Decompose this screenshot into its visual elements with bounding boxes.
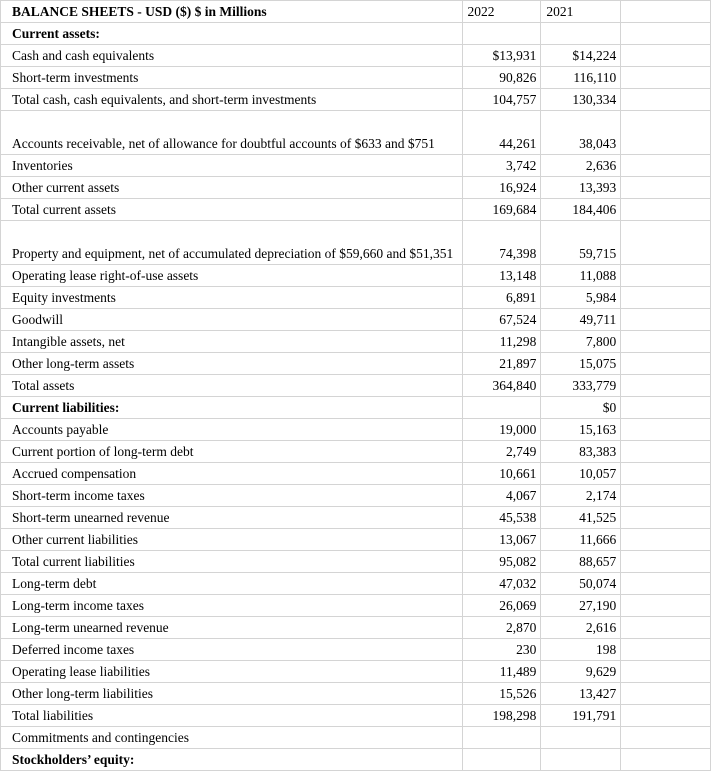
table-row [1,89,711,111]
empty-cell[interactable] [621,683,711,705]
empty-cell[interactable] [621,265,711,287]
value-2021[interactable]: 59,715 [541,221,621,265]
row-label[interactable]: Other long-term assets [1,353,463,375]
table-row [1,617,711,639]
value-2021[interactable] [541,749,621,771]
table-row [1,419,711,441]
value-2021[interactable]: 11,088 [541,265,621,287]
table-row [1,111,711,155]
empty-cell[interactable] [621,111,711,155]
row-label[interactable]: Current assets: [1,23,463,45]
value-2021[interactable]: 11,666 [541,529,621,551]
table-row [1,353,711,375]
row-label[interactable]: Inventories [1,155,463,177]
row-label[interactable]: Short-term investments [1,67,463,89]
value-2022[interactable]: 47,032 [462,573,541,595]
row-label[interactable]: Other current liabilities [1,529,463,551]
table-row [1,727,711,749]
empty-cell[interactable] [621,419,711,441]
table-row [1,683,711,705]
empty-cell[interactable] [621,595,711,617]
table-row [1,265,711,287]
row-label[interactable]: Long-term unearned revenue [1,617,463,639]
value-2021[interactable]: 13,393 [541,177,621,199]
value-2021[interactable]: 38,043 [541,111,621,155]
value-2022[interactable] [462,727,541,749]
value-2021[interactable]: 2,616 [541,617,621,639]
table-row [1,23,711,45]
table-row [1,67,711,89]
value-2021[interactable]: 2,174 [541,485,621,507]
row-label[interactable]: Cash and cash equivalents [1,45,463,67]
value-2021[interactable]: 7,800 [541,331,621,353]
table-row [1,485,711,507]
empty-cell[interactable] [621,177,711,199]
value-2021[interactable]: 333,779 [541,375,621,397]
value-2021[interactable]: 184,406 [541,199,621,221]
value-2021[interactable]: 5,984 [541,287,621,309]
empty-cell[interactable] [621,463,711,485]
table-row [1,199,711,221]
row-label[interactable]: Long-term income taxes [1,595,463,617]
table-row [1,375,711,397]
row-label[interactable]: Equity investments [1,287,463,309]
value-2021[interactable]: 49,711 [541,309,621,331]
value-2021[interactable] [541,727,621,749]
column-header-2022[interactable]: 2022 [462,1,541,23]
table-row [1,441,711,463]
empty-cell[interactable] [621,705,711,727]
row-label[interactable]: Other long-term liabilities [1,683,463,705]
value-2022[interactable]: 19,000 [462,419,541,441]
value-2022[interactable]: 198,298 [462,705,541,727]
table-row [1,661,711,683]
table-row [1,639,711,661]
value-2022[interactable]: 15,526 [462,683,541,705]
value-2021[interactable] [541,23,621,45]
empty-cell[interactable] [621,529,711,551]
empty-cell[interactable] [621,67,711,89]
table-row [1,221,711,265]
value-2022[interactable]: 21,897 [462,353,541,375]
value-2021[interactable]: 9,629 [541,661,621,683]
value-2021[interactable]: 50,074 [541,573,621,595]
empty-cell[interactable] [621,353,711,375]
table-row [1,309,711,331]
row-label[interactable]: Total cash, cash equivalents, and short-term investments [1,89,463,111]
value-2022[interactable]: 11,489 [462,661,541,683]
empty-cell[interactable] [621,287,711,309]
row-label[interactable]: Current liabilities: [1,397,463,419]
table-row [1,573,711,595]
value-2021[interactable]: 15,075 [541,353,621,375]
table-row [1,45,711,67]
value-2021[interactable]: 15,163 [541,419,621,441]
value-2022[interactable]: 364,840 [462,375,541,397]
value-2022[interactable]: 169,684 [462,199,541,221]
empty-cell[interactable] [621,155,711,177]
row-label[interactable]: Operating lease liabilities [1,661,463,683]
row-label[interactable]: Accounts receivable, net of allowance for doubtful accounts of $633 and $751 [1,111,463,155]
value-2022[interactable]: 67,524 [462,309,541,331]
value-2021[interactable]: $0 [541,397,621,419]
empty-cell[interactable] [621,485,711,507]
value-2022[interactable]: 95,082 [462,551,541,573]
value-2022[interactable]: 44,261 [462,111,541,155]
empty-cell[interactable] [621,221,711,265]
row-label[interactable]: Current portion of long-term debt [1,441,463,463]
empty-cell[interactable] [621,89,711,111]
empty-cell[interactable] [621,661,711,683]
value-2021[interactable]: 13,427 [541,683,621,705]
value-2022[interactable]: 11,298 [462,331,541,353]
row-label[interactable]: Total liabilities [1,705,463,727]
empty-cell[interactable] [621,727,711,749]
row-label[interactable]: Accounts payable [1,419,463,441]
table-row [1,595,711,617]
empty-cell[interactable] [621,639,711,661]
empty-cell[interactable] [621,397,711,419]
empty-cell[interactable] [621,375,711,397]
value-2022[interactable]: 74,398 [462,221,541,265]
empty-cell[interactable] [621,1,711,23]
value-2022[interactable]: 10,661 [462,463,541,485]
value-2022[interactable]: 16,924 [462,177,541,199]
value-2022[interactable] [462,749,541,771]
table-row [1,177,711,199]
row-label[interactable]: Short-term income taxes [1,485,463,507]
table-row [1,397,711,419]
value-2022[interactable]: 13,067 [462,529,541,551]
value-2022[interactable]: 230 [462,639,541,661]
row-label[interactable]: Long-term debt [1,573,463,595]
empty-cell[interactable] [621,199,711,221]
sheet-title[interactable]: BALANCE SHEETS - USD ($) $ in Millions [1,1,463,23]
value-2021[interactable]: 116,110 [541,67,621,89]
value-2022[interactable] [462,397,541,419]
value-2022[interactable]: 6,891 [462,287,541,309]
empty-cell[interactable] [621,551,711,573]
value-2022[interactable]: 2,749 [462,441,541,463]
table-row [1,529,711,551]
value-2021[interactable]: 88,657 [541,551,621,573]
value-2022[interactable]: 13,148 [462,265,541,287]
value-2022[interactable]: 90,826 [462,67,541,89]
value-2021[interactable]: 198 [541,639,621,661]
value-2022[interactable]: 26,069 [462,595,541,617]
empty-cell[interactable] [621,331,711,353]
value-2021[interactable]: 41,525 [541,507,621,529]
value-2022[interactable]: 3,742 [462,155,541,177]
empty-cell[interactable] [621,23,711,45]
value-2022[interactable] [462,23,541,45]
table-row [1,463,711,485]
table-row [1,705,711,727]
row-label[interactable]: Intangible assets, net [1,331,463,353]
value-2022[interactable]: 45,538 [462,507,541,529]
empty-cell[interactable] [621,573,711,595]
row-label[interactable]: Total current assets [1,199,463,221]
value-2021[interactable]: 27,190 [541,595,621,617]
value-2021[interactable]: 130,334 [541,89,621,111]
empty-cell[interactable] [621,45,711,67]
table-row [1,331,711,353]
row-label[interactable]: Property and equipment, net of accumulated depreciation of $59,660 and $51,351 [1,221,463,265]
value-2021[interactable]: 191,791 [541,705,621,727]
table-row [1,155,711,177]
table-row [1,287,711,309]
value-2021[interactable]: $14,224 [541,45,621,67]
value-2022[interactable]: 2,870 [462,617,541,639]
header-row [1,1,711,23]
value-2021[interactable]: 83,383 [541,441,621,463]
value-2022[interactable]: 4,067 [462,485,541,507]
row-label[interactable]: Other current assets [1,177,463,199]
table-row [1,507,711,529]
empty-cell[interactable] [621,617,711,639]
value-2022[interactable]: 104,757 [462,89,541,111]
empty-cell[interactable] [621,441,711,463]
empty-cell[interactable] [621,507,711,529]
row-label[interactable]: Total assets [1,375,463,397]
empty-cell[interactable] [621,749,711,771]
value-2022[interactable]: $13,931 [462,45,541,67]
row-label[interactable]: Goodwill [1,309,463,331]
row-label[interactable]: Commitments and contingencies [1,727,463,749]
table-row [1,749,711,771]
balance-sheet-body [1,1,711,771]
table-row [1,551,711,573]
row-label[interactable]: Total current liabilities [1,551,463,573]
row-label[interactable]: Accrued compensation [1,463,463,485]
row-label[interactable]: Short-term unearned revenue [1,507,463,529]
row-label[interactable]: Operating lease right-of-use assets [1,265,463,287]
empty-cell[interactable] [621,309,711,331]
value-2021[interactable]: 10,057 [541,463,621,485]
row-label[interactable]: Deferred income taxes [1,639,463,661]
column-header-2021[interactable]: 2021 [541,1,621,23]
row-label[interactable]: Stockholders’ equity: [1,749,463,771]
value-2021[interactable]: 2,636 [541,155,621,177]
